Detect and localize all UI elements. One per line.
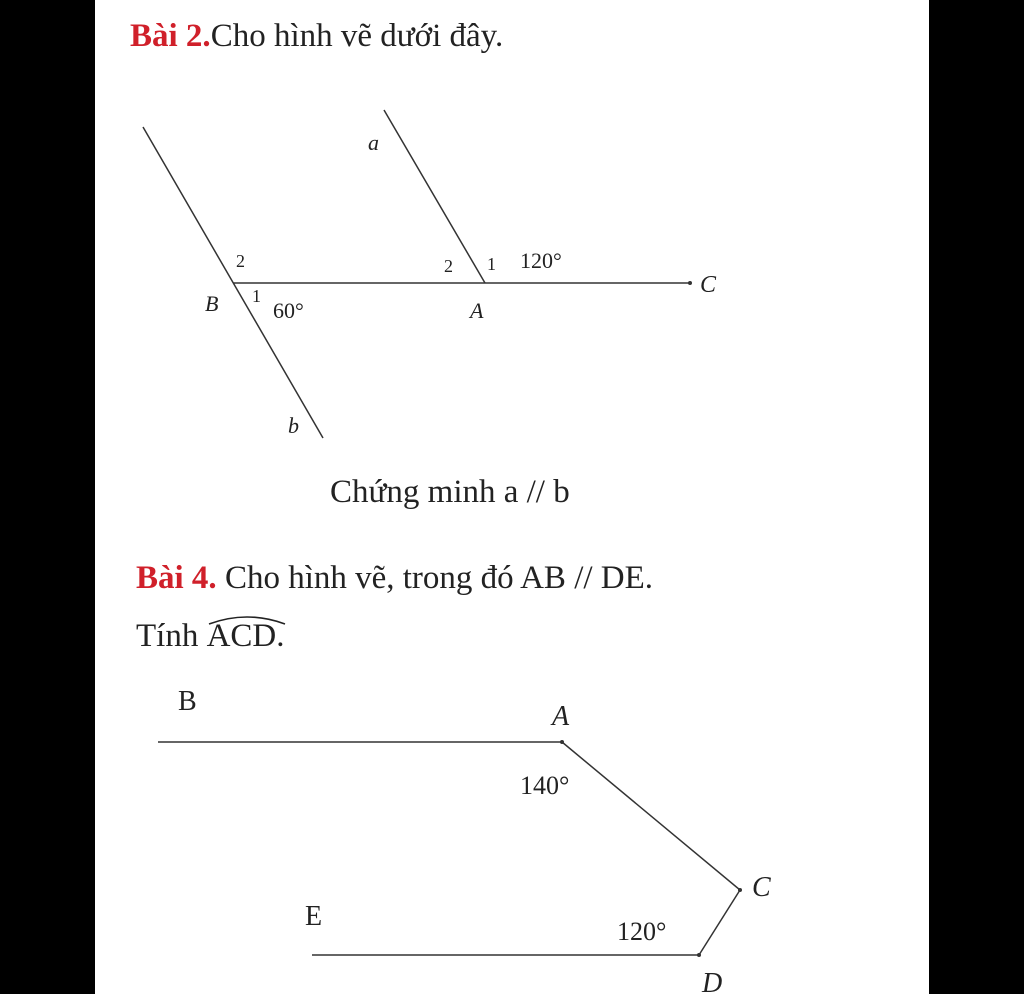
- label-point-A: A: [552, 701, 570, 732]
- label-angle-A2: 2: [444, 256, 453, 276]
- label-angle-A1: 1: [487, 254, 496, 274]
- label-point-D: D: [702, 968, 723, 994]
- label-point-C: C: [752, 872, 771, 903]
- label-point-C: C: [700, 272, 717, 298]
- label-point-B: B: [205, 291, 219, 316]
- label-angle-D-value: 120°: [617, 917, 667, 946]
- label-angle-B1: 1: [252, 286, 261, 306]
- label-line-b: b: [288, 413, 299, 438]
- segment-AC: [562, 742, 740, 890]
- bai2-task: Chứng minh a // b: [330, 474, 570, 510]
- label-angle-A-value: 140°: [520, 771, 570, 800]
- bai4-task-angle: ACD.: [206, 618, 285, 654]
- point-A-dot: [560, 740, 564, 744]
- label-angle-A-value: 120°: [520, 248, 562, 273]
- label-angle-B-value: 60°: [273, 298, 304, 323]
- label-line-a: a: [368, 130, 379, 155]
- label-point-A: A: [470, 298, 484, 323]
- label-angle-B2: 2: [236, 251, 245, 271]
- bai2-number: Bài 2.: [130, 18, 211, 54]
- point-D-dot: [697, 953, 701, 957]
- point-C-dot: [738, 888, 742, 892]
- bai4-number: Bài 4.: [136, 560, 217, 596]
- label-point-B: B: [178, 686, 197, 717]
- segment-CD: [699, 890, 740, 955]
- bai4-task-prefix: Tính: [136, 618, 199, 654]
- label-point-E: E: [305, 901, 323, 932]
- bai2-text: Cho hình vẽ dưới đây.: [210, 18, 504, 54]
- bai4-text: Cho hình vẽ, trong đó AB // DE.: [224, 560, 654, 596]
